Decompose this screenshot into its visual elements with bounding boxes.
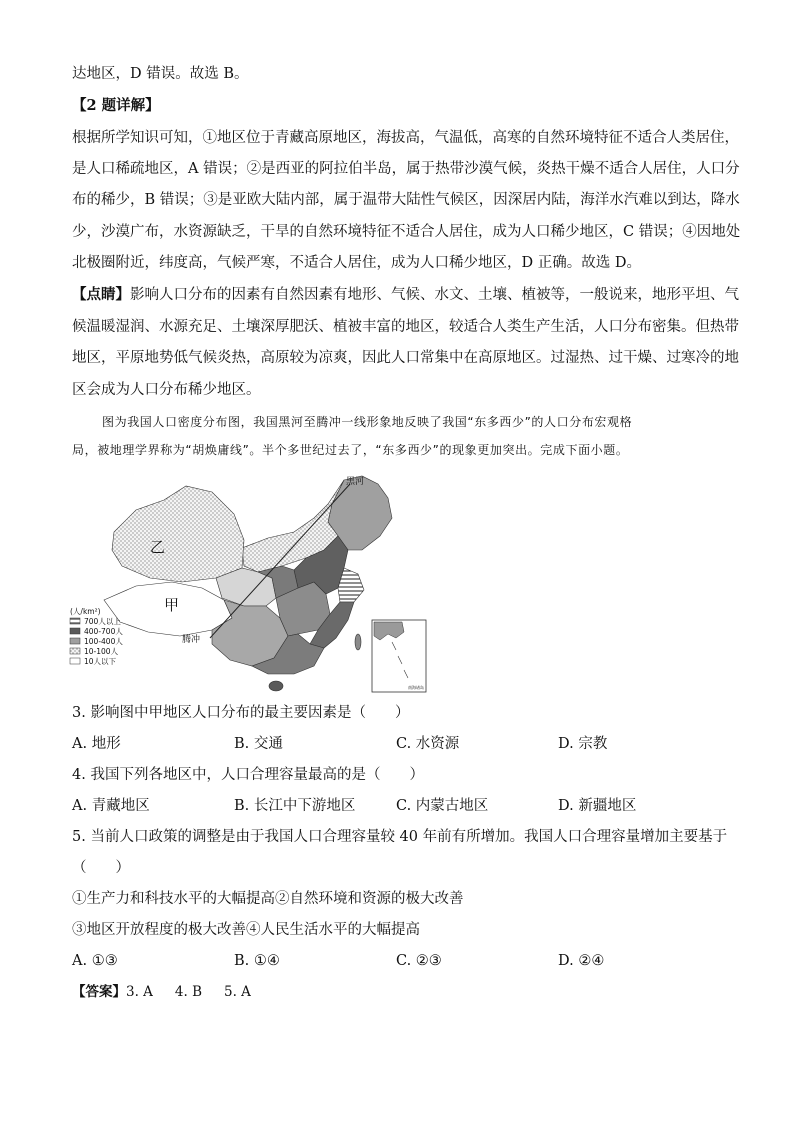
legend-swatch-2 [70, 628, 80, 634]
tip-line: 影响人口分布的因素有自然因素有地形、气候、水文、土壤、植被等，一般说来，地形平坦、气 [130, 287, 739, 303]
q2-line: 布的稀少，B 错误；③是亚欧大陆内部，属于温带大陆性气候区，因深居内陆，海洋水汽难以到达，降水 [72, 192, 740, 208]
tip-line-first [72, 285, 739, 305]
q2-header: 【2 题详解】 [72, 97, 160, 114]
option-c: C. 水资源 [396, 736, 460, 752]
tip-line: 候温暖湿润、水源充足、土壤深厚肥沃、植被丰富的地区，较适合人类生产生活，人口分布密集。但热带 [72, 319, 739, 335]
option-b: B. ①④ [234, 953, 280, 969]
statement: ①生产力和科技水平的大幅提高②自然环境和资源的极大改善 [72, 891, 464, 907]
legend-label: 100-400人 [84, 637, 123, 646]
legend-swatch-4 [70, 648, 80, 654]
legend-label: 10-100人 [84, 647, 119, 656]
statement: ③地区开放程度的极大改善④人民生活水平的大幅提高 [72, 922, 420, 938]
tip-line: 区会成为人口分布稀少地区。 [72, 382, 261, 398]
region-taiwan [355, 634, 361, 650]
legend-label: 700人以上 [84, 617, 121, 626]
label-tengchong: 腾冲 [182, 635, 201, 645]
answer-item: 3. A [126, 984, 153, 1000]
region-xinjiang [112, 486, 244, 582]
answer-item: 4. B [174, 984, 203, 1000]
legend-label: 400-700人 [84, 627, 123, 636]
option-a: A. 地形 [72, 736, 121, 752]
legend-swatch-1 [70, 618, 80, 624]
figure-caption: 局，被地理学界称为“胡焕庸线”。半个多世纪过去了，“东多西少”的现象更加突出。完成下面小题。 [72, 443, 629, 457]
question-stem: 4. 我国下列各地区中，人口合理容量最高的是（ ） [72, 767, 424, 783]
legend-swatch-3 [70, 638, 80, 644]
option-d: D. 宗教 [558, 736, 608, 752]
legend-label: 10人以下 [84, 657, 117, 666]
option-a: A. 青藏地区 [72, 798, 150, 814]
q2-line: 少，沙漠广布，水资源缺乏，干旱的自然环境特征不适合人居住，成为人口稀少地区，C 错误；④因地处 [72, 224, 741, 240]
answer-item: 5. A [224, 984, 251, 1000]
option-a: A. ①③ [72, 953, 118, 969]
tip-header: 【点睛】 [72, 286, 130, 303]
q2-line: 根据所学知识可知，①地区位于青藏高原地区，海拔高，气温低，高寒的自然环境特征不适合人类居住， [72, 130, 739, 146]
population-density-map [62, 470, 442, 695]
option-d: D. 新疆地区 [558, 798, 637, 814]
answer-line [72, 982, 251, 1002]
option-c: C. 内蒙古地区 [396, 798, 489, 814]
question-stem: 5. 当前人口政策的调整是由于我国人口合理容量较 40 年前有所增加。我国人口合理容量增加主要基于 [72, 829, 728, 845]
option-b: B. 长江中下游地区 [234, 798, 356, 814]
label-jia: 甲 [164, 596, 180, 614]
answer-label: 【答案】 [72, 984, 126, 1000]
label-yi: 乙 [150, 538, 166, 556]
legend-swatch-5 [70, 658, 80, 664]
option-c: C. ②③ [396, 953, 442, 969]
figure-caption: 图为我国人口密度分布图，我国黑河至腾冲一线形象地反映了我国“东多西少”的人口分布宏观格 [102, 415, 633, 429]
q2-line: 北极圈附近，纬度高，气候严寒，不适合人居住，成为人口稀少地区，D 正确。故选 D。 [72, 255, 641, 271]
inset-label: 南海诸岛 [408, 685, 424, 690]
top-line: 达地区，D 错误。故选 B。 [72, 66, 249, 82]
legend-title: (人/km²) [70, 607, 101, 616]
tip-line: 地区，平原地势低气候炎热，高原较为凉爽，因此人口常集中在高原地区。过湿热、过干燥、过寒冷的地 [72, 350, 739, 366]
q2-line: 是人口稀疏地区，A 错误；②是西亚的阿拉伯半岛，属于热带沙漠气候，炎热干燥不适合人居住，人口分 [72, 161, 740, 177]
region-hainan [269, 681, 283, 691]
question-stem-cont: （ ） [72, 860, 130, 876]
option-b: B. 交通 [234, 736, 283, 752]
question-stem: 3. 影响图中甲地区人口分布的最主要因素是（ ） [72, 705, 410, 721]
option-d: D. ②④ [558, 953, 605, 969]
label-heihe: 黑河 [346, 477, 365, 487]
